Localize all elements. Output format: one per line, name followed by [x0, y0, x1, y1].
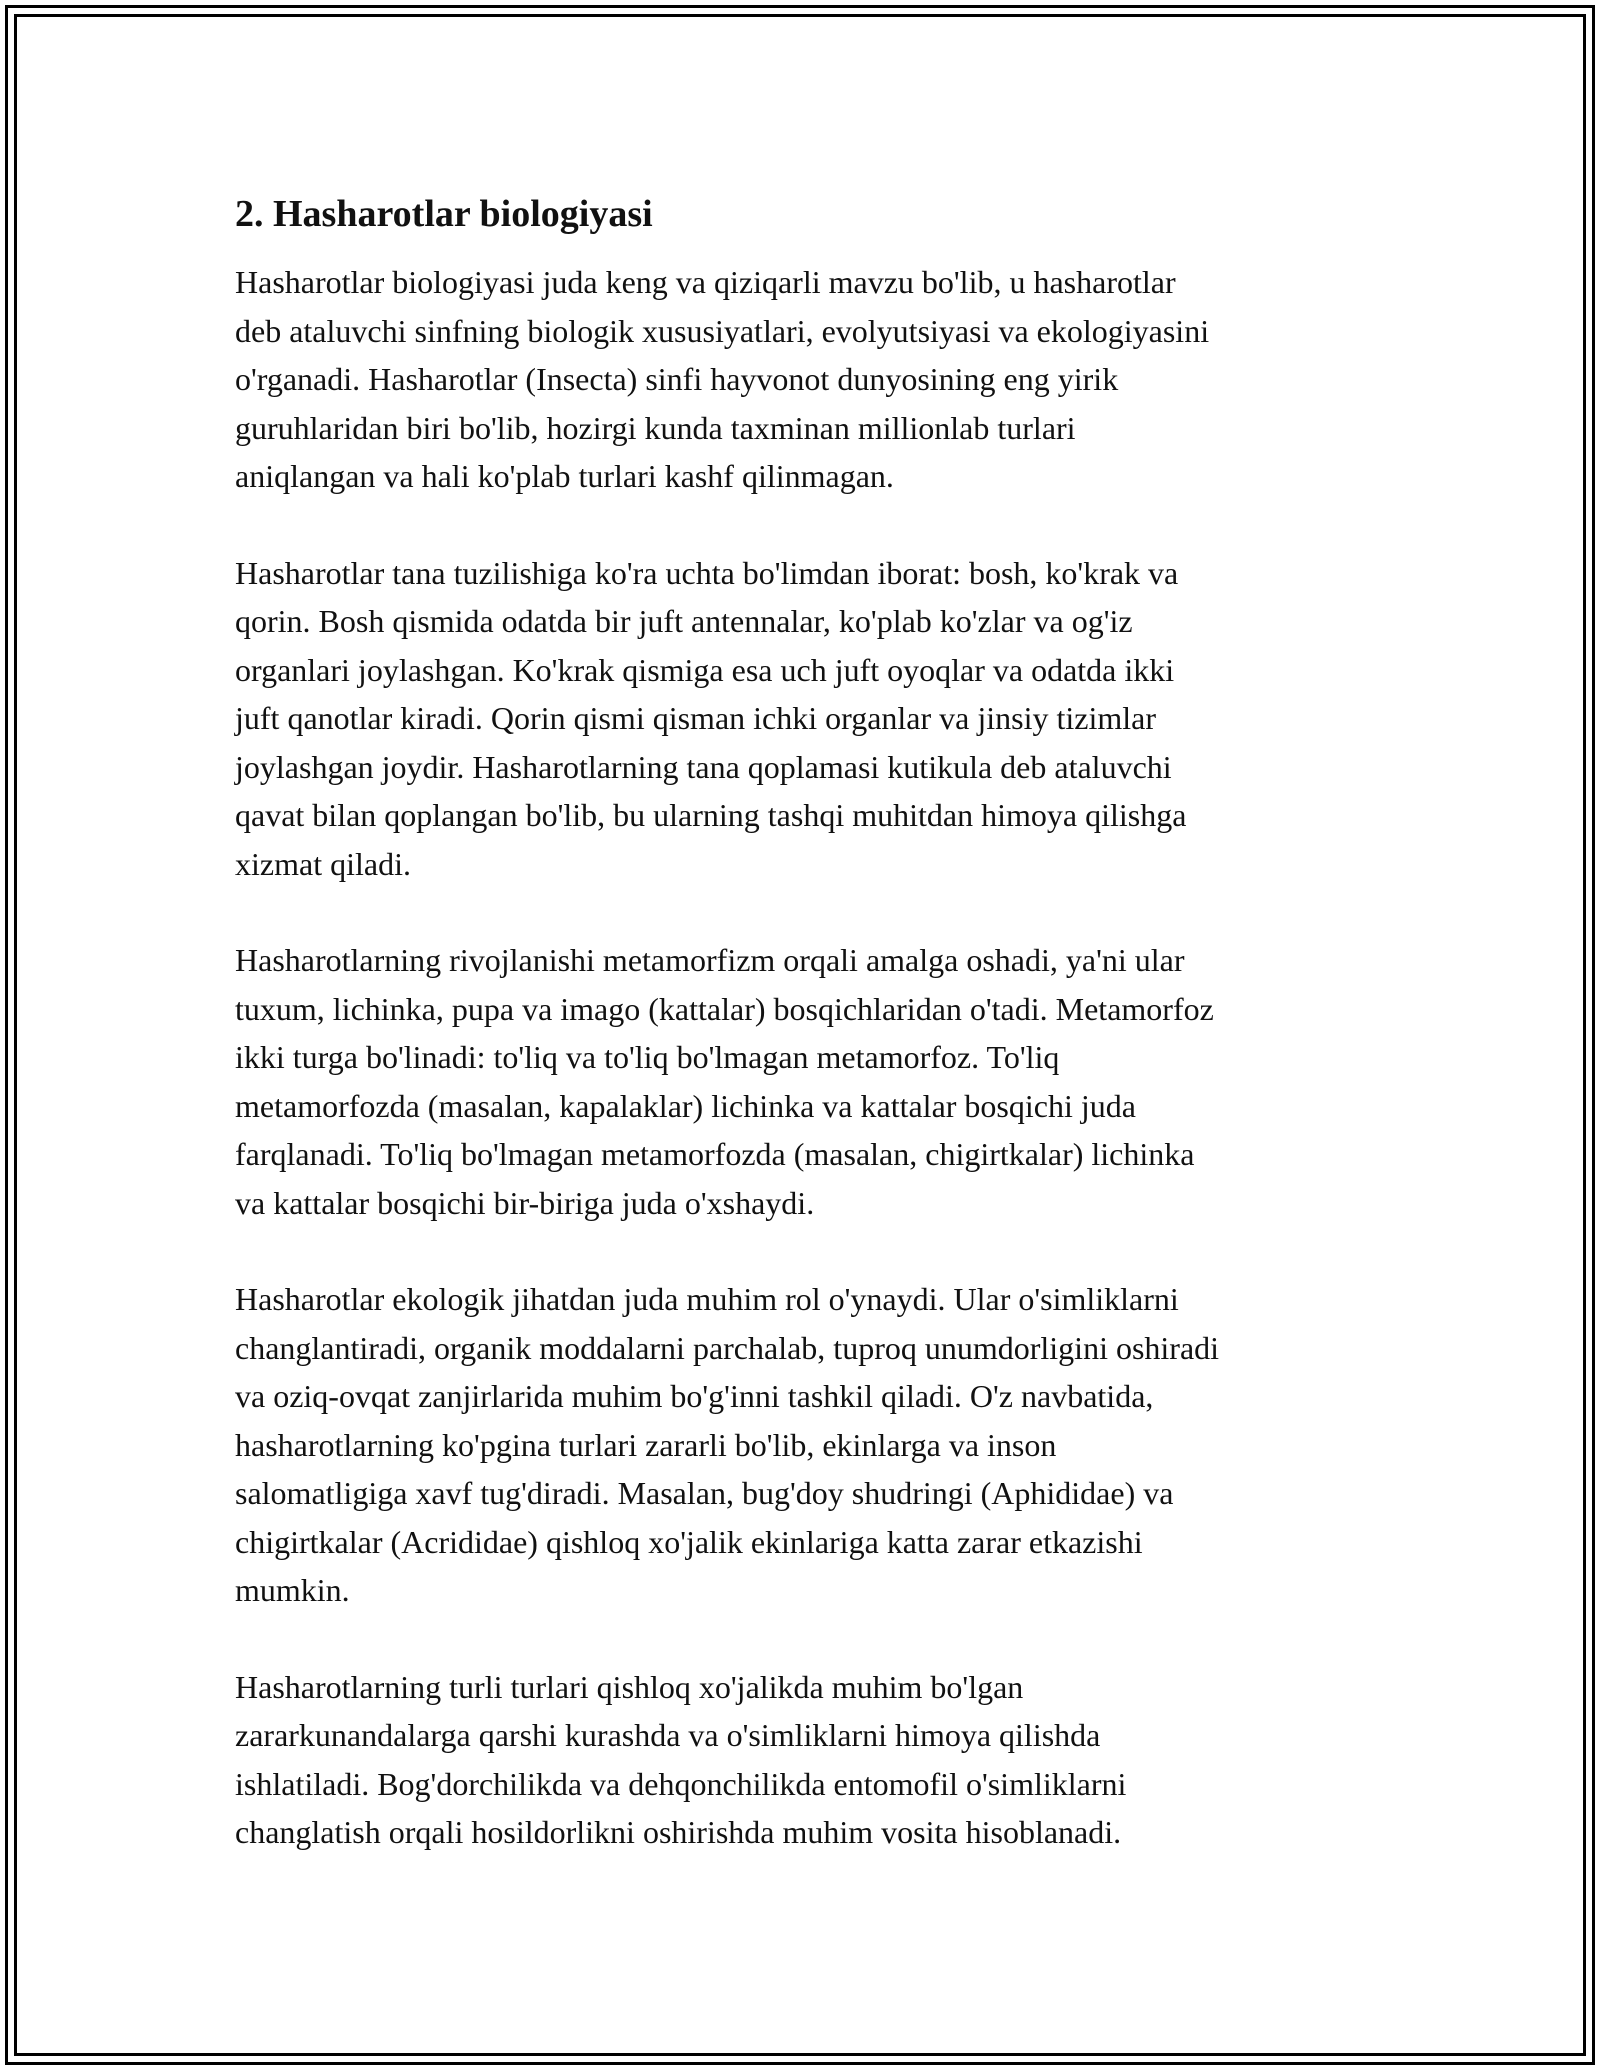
paragraph-5: Hasharotlarning turli turlari qishloq xo'jalikda muhim bo'lgan zararkunandalarga qarshi kurashda va o'simliklarni himoya qilishda ishlatiladi. Bog'dorchilikda va dehqonchilikda entomofil o'simliklarni changlatish orqali hosildorlikni oshirishda muhim vosita hisoblanadi. — [235, 1668, 1127, 1850]
paragraph-1: Hasharotlar biologiyasi juda keng va qiziqarli mavzu bo'lib, u hasharotlar deb ataluvchi sinfning biologik xususiyatlari, evolyutsiyasi va ekologiyasini o'rganadi. Hasharotlar (Insecta) sinfi hayvonot dunyosining eng yirik guruhlaridan biri bo'lib, hozirgi kunda taxminan millionlab turlari aniqlangan va hali ko'plab turlari kashf qilinmagan. — [235, 264, 1210, 494]
paragraph-3: Hasharotlarning rivojlanishi metamorfizm orqali amalga oshadi, ya'ni ular tuxum, lichinka, pupa va imago (kattalar) bosqichlaridan o'tadi. Metamorfoz ikki turga bo'linadi: to'liq va to'liq bo'lmagan metamorfoz. To'liq metamorfozda (masalan, kapalaklar) lichinka va kattalar bosqichi juda farqlanadi. To'liq bo'lmagan metamorfozda (masalan, chigirtkalar) lichinka va kattalar bosqichi bir-biriga juda o'xshaydi. — [235, 942, 1214, 1221]
paragraph-2: Hasharotlar tana tuzilishiga ko'ra uchta bo'limdan iborat: bosh, ko'krak va qorin. Bosh qismida odatda bir juft antennalar, ko'plab ko'zlar va og'iz organlari joylashgan. Ko'krak qismiga esa uch juft oyoqlar va odatda ikki juft qanotlar kiradi. Qorin qismi qisman ichki organlar va jinsiy tizimlar joylashgan joydir. Hasharotlarning tana qoplamasi kutikula deb ataluvchi qavat bilan qoplangan bo'lib, bu ularning tashqi muhitdan himoya qilishga xizmat qiladi. — [235, 554, 1187, 882]
paragraph-4: Hasharotlar ekologik jihatdan juda muhim rol o'ynaydi. Ular o'simliklarni changlantiradi, organik moddalarni parchalab, tuproq unumdorligini oshiradi va oziq-ovqat zanjirlarida muhim bo'g'inni tashkil qiladi. O'z navbatida, hasharotlarning ko'pgina turlari zararli bo'lib, ekinlarga va inson salomatligiga xavf tug'diradi. Masalan, bug'doy shudringi (Aphididae) va chigirtkalar (Acrididae) qishloq xo'jalik ekinlariga katta zarar etkazishi mumkin. — [235, 1281, 1220, 1608]
section-heading: 2. Hasharotlar biologiyasi — [235, 193, 653, 235]
document-body — [235, 188, 1375, 1905]
